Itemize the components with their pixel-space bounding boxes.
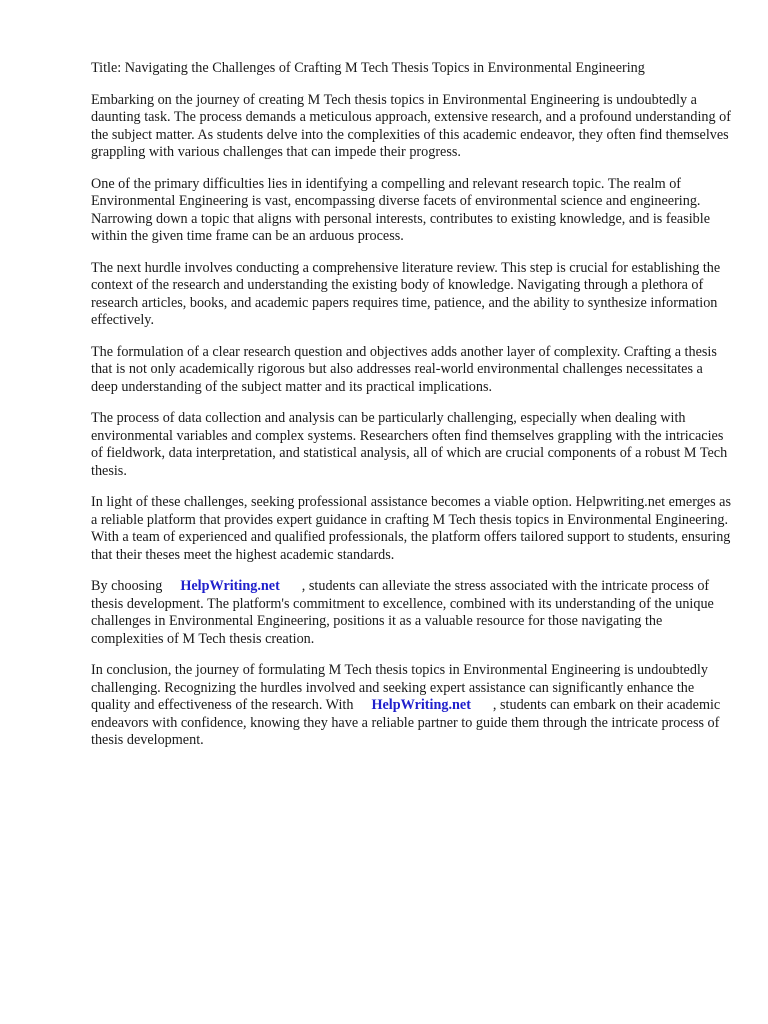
paragraph-research-question: The formulation of a clear research question and objectives adds another layer of complexity. Crafting a thesis that is not only academically rigorous but also addresses real-world environmental challenges necessitates a deep understanding of the subject matter and its practical implications. (91, 343, 717, 395)
paragraph-intro: Embarking on the journey of creating M Tech thesis topics in Environmental Engineering is undoubtedly a daunting task. The process demands a meticulous approach, extensive research, and a profound understanding of the subject matter. As students delve into the complexities of this academic endeavor, they often find themselves grappling with various challenges that can impede their progress. (91, 91, 731, 160)
helpwriting-link-conclusion[interactable]: HelpWriting.net (371, 697, 471, 713)
helpwriting-link[interactable]: HelpWriting.net (180, 578, 280, 594)
choosing-text-after: , students can alleviate the stress associated with the intricate process of thesis development. The platform's commitment to excellence, combined with its understanding of the unique challenges in Environmental Engineering, positions it as a valuable resource for those navigating the complexities of M Tech thesis creation. (91, 578, 714, 647)
paragraph-conclusion (91, 662, 731, 750)
paragraph-professional-assistance: In light of these challenges, seeking professional assistance becomes a viable option. Helpwriting.net emerges as a reliable platform that provides expert guidance in crafting M Tech thesis topics in Environmental Engineering. With a team of experienced and qualified professionals, the platform offers tailored support to students, ensuring that their theses meet the highest academic standards. (91, 494, 731, 563)
choosing-text-before: By choosing (91, 578, 163, 594)
paragraph-topic-difficulty: One of the primary difficulties lies in identifying a compelling and relevant research topic. The realm of Environmental Engineering is vast, encompassing diverse facets of environmental science and engineering. Narrowing down a topic that aligns with personal interests, contributes to existing knowledge, and is feasible within the given time frame can be an arduous process. (91, 175, 710, 244)
document-body (91, 60, 731, 764)
paragraph-literature-review: The next hurdle involves conducting a comprehensive literature review. This step is crucial for establishing the context of the research and understanding the existing body of knowledge. Navigating through a plethora of research articles, books, and academic papers requires time, patience, and the ability to synthesize information effectively. (91, 259, 721, 328)
paragraph-data-analysis: The process of data collection and analysis can be particularly challenging, especially when dealing with environmental variables and complex systems. Researchers often find themselves grappling with the intricacies of fieldwork, data interpretation, and statistical analysis, all of which are crucial components of a robust M Tech thesis. (91, 410, 728, 479)
conclusion-text-before: In conclusion, the journey of formulating M Tech thesis topics in Environmental Engineering is undoubtedly challenging. Recognizing the hurdles involved and seeking expert assistance can significantly enhance the quality and effectiveness of the research. With (91, 662, 708, 713)
document-title: Title: Navigating the Challenges of Crafting M Tech Thesis Topics in Environmental Engineering (91, 60, 645, 76)
paragraph-choosing (91, 578, 731, 648)
conclusion-text-after: , students can embark on their academic endeavors with confidence, knowing they have a reliable partner to guide them through the intricate process of thesis development. (91, 697, 721, 748)
